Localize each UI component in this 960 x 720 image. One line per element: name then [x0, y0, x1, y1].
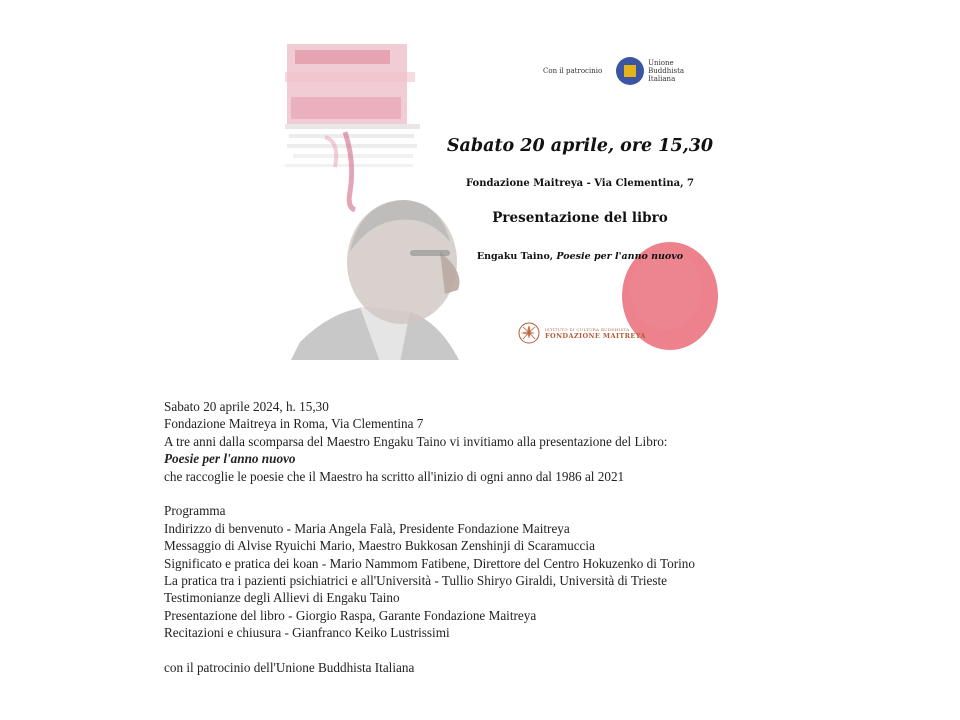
- engaku-taino-portrait: [290, 182, 490, 360]
- poster-date: Sabato 20 aprile, ore 15,30: [446, 136, 714, 156]
- footer-patronage: con il patrocinio dell'Unione Buddhista Italiana: [164, 660, 415, 676]
- programme-item: Messaggio di Alvise Ryuichi Mario, Maestro Bukkosan Zenshinji di Scaramuccia: [164, 538, 595, 554]
- patronage-block: [543, 54, 723, 88]
- programme-item: Testimonianze degli Allievi di Engaku Taino: [164, 590, 400, 606]
- event-description: [164, 398, 864, 676]
- event-venue: Fondazione Maitreya in Roma, Via Clementina 7: [164, 416, 424, 432]
- programme-heading: Programma: [164, 503, 226, 519]
- programme-item: Presentazione del libro - Giorgio Raspa, Garante Fondazione Maitreya: [164, 607, 537, 623]
- event-poster: [285, 42, 740, 360]
- poster-book-author: Engaku Taino,: [476, 251, 554, 262]
- poster-book: [430, 251, 730, 262]
- poster-title: Presentazione del libro: [492, 210, 668, 226]
- ubi-name: [648, 59, 688, 83]
- event-intro: A tre anni dalla scomparsa del Maestro Engaku Taino vi invitiamo alla presentazione del Libro:: [164, 433, 668, 449]
- fm-logo-name: FONDAZIONE MAITREYA: [545, 331, 646, 340]
- book-description: che raccoglie le poesie che il Maestro ha scritto all'inizio di ogni anno dal 1986 al 2021: [164, 468, 625, 484]
- book-title: Poesie per l'anno nuovo: [164, 451, 296, 467]
- ubi-name-line: Buddhista: [648, 67, 685, 75]
- poster-venue: Fondazione Maitreya - Via Clementina, 7: [466, 178, 694, 189]
- poster-book-title: Poesie per l'anno nuovo: [556, 251, 684, 262]
- programme-item: Recitazioni e chiusura - Gianfranco Keiko Lustrissimi: [164, 625, 450, 641]
- lotus-icon: [517, 321, 541, 345]
- fondazione-maitreya-logo: [517, 320, 646, 346]
- ubi-name-line: Unione: [648, 59, 674, 67]
- programme-item: Indirizzo di benvenuto - Maria Angela Falà, Presidente Fondazione Maitreya: [164, 520, 570, 536]
- ubi-name-line: Italiana: [648, 75, 676, 83]
- unione-buddhista-italiana-logo-icon: [616, 57, 644, 85]
- programme-item: Significato e pratica dei koan - Mario Nammom Fatibene, Direttore del Centro Hokuzenko di Torino: [164, 555, 695, 571]
- event-date: Sabato 20 aprile 2024, h. 15,30: [164, 399, 329, 414]
- fm-logo-subtitle: ISTITUTO DI CULTURA BUDDHISTA: [545, 326, 630, 332]
- patronage-label: Con il patrocinio: [543, 67, 603, 75]
- programme-item: La pratica tra i pazienti psichiatrici e all'Università - Tullio Shiryo Giraldi, Università di Trieste: [164, 573, 668, 589]
